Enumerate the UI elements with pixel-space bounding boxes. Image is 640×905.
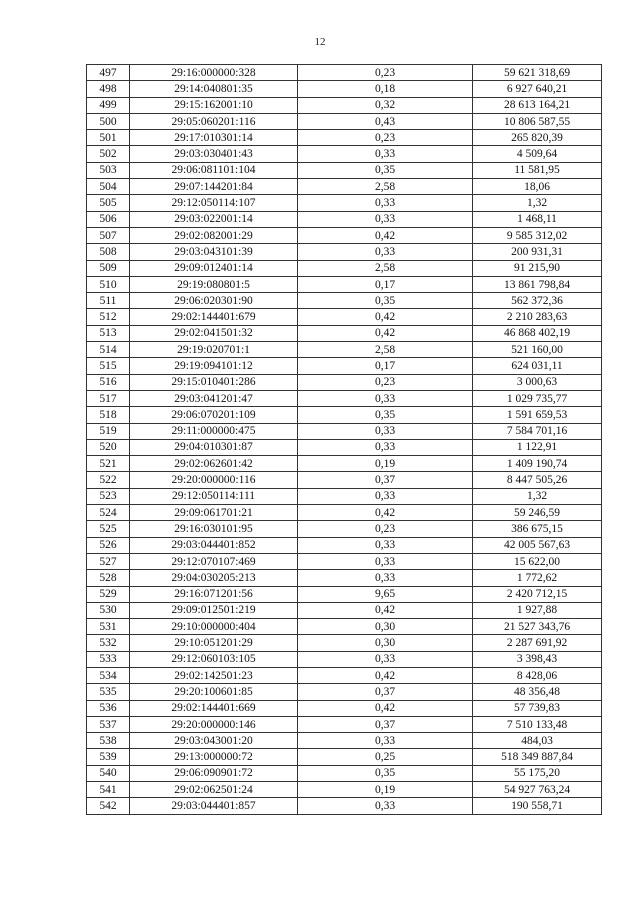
rate-cell: 0,42 bbox=[298, 602, 473, 618]
value-cell: 28 613 164,21 bbox=[473, 97, 602, 113]
cadastral-number-cell: 29:10:000000:404 bbox=[130, 619, 298, 635]
cadastral-number-cell: 29:16:071201:56 bbox=[130, 586, 298, 602]
value-cell: 1,32 bbox=[473, 488, 602, 504]
table-body bbox=[87, 65, 602, 815]
value-cell: 9 585 312,02 bbox=[473, 227, 602, 243]
table-row bbox=[87, 293, 602, 309]
cadastral-number-cell: 29:03:044401:857 bbox=[130, 798, 298, 814]
table-row bbox=[87, 260, 602, 276]
rate-cell: 0,33 bbox=[298, 423, 473, 439]
table-row bbox=[87, 586, 602, 602]
rate-cell: 0,18 bbox=[298, 81, 473, 97]
cadastral-number-cell: 29:03:041201:47 bbox=[130, 390, 298, 406]
cadastral-number-cell: 29:04:030205:213 bbox=[130, 570, 298, 586]
rate-cell: 0,37 bbox=[298, 684, 473, 700]
value-cell: 1 772,62 bbox=[473, 570, 602, 586]
row-number-cell: 540 bbox=[87, 765, 130, 781]
rate-cell: 0,33 bbox=[298, 439, 473, 455]
row-number-cell: 509 bbox=[87, 260, 130, 276]
value-cell: 2 210 283,63 bbox=[473, 309, 602, 325]
table-row bbox=[87, 211, 602, 227]
row-number-cell: 512 bbox=[87, 309, 130, 325]
cadastral-number-cell: 29:10:051201:29 bbox=[130, 635, 298, 651]
row-number-cell: 528 bbox=[87, 570, 130, 586]
row-number-cell: 522 bbox=[87, 472, 130, 488]
table-row bbox=[87, 423, 602, 439]
rate-cell: 0,42 bbox=[298, 700, 473, 716]
table-row bbox=[87, 146, 602, 162]
cadastral-number-cell: 29:13:000000:72 bbox=[130, 749, 298, 765]
value-cell: 59 621 318,69 bbox=[473, 65, 602, 81]
table-row bbox=[87, 439, 602, 455]
cadastral-number-cell: 29:19:080801:5 bbox=[130, 276, 298, 292]
table-row bbox=[87, 407, 602, 423]
rate-cell: 0,35 bbox=[298, 162, 473, 178]
row-number-cell: 541 bbox=[87, 782, 130, 798]
table-row bbox=[87, 390, 602, 406]
row-number-cell: 504 bbox=[87, 179, 130, 195]
value-cell: 7 584 701,16 bbox=[473, 423, 602, 439]
value-cell: 265 820,39 bbox=[473, 130, 602, 146]
table-row bbox=[87, 488, 602, 504]
row-number-cell: 529 bbox=[87, 586, 130, 602]
row-number-cell: 518 bbox=[87, 407, 130, 423]
cadastral-number-cell: 29:03:044401:852 bbox=[130, 537, 298, 553]
cadastral-number-cell: 29:02:082001:29 bbox=[130, 227, 298, 243]
rate-cell: 0,19 bbox=[298, 456, 473, 472]
table-row bbox=[87, 570, 602, 586]
table-row bbox=[87, 244, 602, 260]
table-row bbox=[87, 733, 602, 749]
table-row bbox=[87, 65, 602, 81]
rate-cell: 9,65 bbox=[298, 586, 473, 602]
value-cell: 8 428,06 bbox=[473, 667, 602, 683]
value-cell: 6 927 640,21 bbox=[473, 81, 602, 97]
rate-cell: 2,58 bbox=[298, 342, 473, 358]
row-number-cell: 531 bbox=[87, 619, 130, 635]
rate-cell: 0,33 bbox=[298, 211, 473, 227]
cadastral-number-cell: 29:19:020701:1 bbox=[130, 342, 298, 358]
row-number-cell: 501 bbox=[87, 130, 130, 146]
rate-cell: 0,33 bbox=[298, 195, 473, 211]
page-number: 12 bbox=[314, 36, 326, 48]
row-number-cell: 502 bbox=[87, 146, 130, 162]
cadastral-number-cell: 29:12:050114:111 bbox=[130, 488, 298, 504]
value-cell: 521 160,00 bbox=[473, 342, 602, 358]
row-number-cell: 520 bbox=[87, 439, 130, 455]
table-row bbox=[87, 309, 602, 325]
table-row bbox=[87, 195, 602, 211]
rate-cell: 0,19 bbox=[298, 782, 473, 798]
value-cell: 624 031,11 bbox=[473, 358, 602, 374]
cadastral-number-cell: 29:09:012501:219 bbox=[130, 602, 298, 618]
value-cell: 1 927,88 bbox=[473, 602, 602, 618]
table-row bbox=[87, 342, 602, 358]
value-cell: 1 591 659,53 bbox=[473, 407, 602, 423]
rate-cell: 2,58 bbox=[298, 179, 473, 195]
row-number-cell: 526 bbox=[87, 537, 130, 553]
row-number-cell: 505 bbox=[87, 195, 130, 211]
row-number-cell: 535 bbox=[87, 684, 130, 700]
row-number-cell: 497 bbox=[87, 65, 130, 81]
value-cell: 1,32 bbox=[473, 195, 602, 211]
cadastral-number-cell: 29:12:060103:105 bbox=[130, 651, 298, 667]
value-cell: 2 420 712,15 bbox=[473, 586, 602, 602]
table-row bbox=[87, 179, 602, 195]
value-cell: 3 398,43 bbox=[473, 651, 602, 667]
row-number-cell: 503 bbox=[87, 162, 130, 178]
value-cell: 15 622,00 bbox=[473, 553, 602, 569]
row-number-cell: 530 bbox=[87, 602, 130, 618]
rate-cell: 0,35 bbox=[298, 407, 473, 423]
row-number-cell: 539 bbox=[87, 749, 130, 765]
row-number-cell: 517 bbox=[87, 390, 130, 406]
rate-cell: 0,23 bbox=[298, 65, 473, 81]
table-row bbox=[87, 700, 602, 716]
table-row bbox=[87, 325, 602, 341]
row-number-cell: 507 bbox=[87, 227, 130, 243]
row-number-cell: 510 bbox=[87, 276, 130, 292]
cadastral-value-table bbox=[86, 64, 602, 815]
table-row bbox=[87, 130, 602, 146]
row-number-cell: 511 bbox=[87, 293, 130, 309]
cadastral-number-cell: 29:06:090901:72 bbox=[130, 765, 298, 781]
value-cell: 55 175,20 bbox=[473, 765, 602, 781]
value-cell: 42 005 567,63 bbox=[473, 537, 602, 553]
rate-cell: 0,33 bbox=[298, 798, 473, 814]
cadastral-number-cell: 29:09:061701:21 bbox=[130, 505, 298, 521]
cadastral-number-cell: 29:03:022001:14 bbox=[130, 211, 298, 227]
table-row bbox=[87, 635, 602, 651]
row-number-cell: 498 bbox=[87, 81, 130, 97]
table-row bbox=[87, 749, 602, 765]
row-number-cell: 537 bbox=[87, 716, 130, 732]
cadastral-number-cell: 29:02:144401:669 bbox=[130, 700, 298, 716]
cadastral-number-cell: 29:02:062501:24 bbox=[130, 782, 298, 798]
value-cell: 562 372,36 bbox=[473, 293, 602, 309]
table-row bbox=[87, 81, 602, 97]
table-row bbox=[87, 553, 602, 569]
table-row bbox=[87, 798, 602, 814]
table-row bbox=[87, 782, 602, 798]
rate-cell: 0,33 bbox=[298, 553, 473, 569]
value-cell: 518 349 887,84 bbox=[473, 749, 602, 765]
rate-cell: 0,33 bbox=[298, 570, 473, 586]
row-number-cell: 506 bbox=[87, 211, 130, 227]
table-row bbox=[87, 602, 602, 618]
rate-cell: 0,42 bbox=[298, 227, 473, 243]
cadastral-number-cell: 29:20:000000:116 bbox=[130, 472, 298, 488]
table-row bbox=[87, 162, 602, 178]
cadastral-number-cell: 29:09:012401:14 bbox=[130, 260, 298, 276]
cadastral-number-cell: 29:06:081101:104 bbox=[130, 162, 298, 178]
row-number-cell: 525 bbox=[87, 521, 130, 537]
value-cell: 57 739,83 bbox=[473, 700, 602, 716]
cadastral-number-cell: 29:06:070201:109 bbox=[130, 407, 298, 423]
value-cell: 1 122,91 bbox=[473, 439, 602, 455]
table-row bbox=[87, 537, 602, 553]
rate-cell: 0,33 bbox=[298, 733, 473, 749]
cadastral-number-cell: 29:03:030401:43 bbox=[130, 146, 298, 162]
rate-cell: 0,42 bbox=[298, 309, 473, 325]
row-number-cell: 514 bbox=[87, 342, 130, 358]
row-number-cell: 534 bbox=[87, 667, 130, 683]
row-number-cell: 521 bbox=[87, 456, 130, 472]
table-row bbox=[87, 684, 602, 700]
value-cell: 200 931,31 bbox=[473, 244, 602, 260]
value-cell: 4 509,64 bbox=[473, 146, 602, 162]
value-cell: 8 447 505,26 bbox=[473, 472, 602, 488]
rate-cell: 0,30 bbox=[298, 635, 473, 651]
row-number-cell: 542 bbox=[87, 798, 130, 814]
cadastral-number-cell: 29:14:040801:35 bbox=[130, 81, 298, 97]
rate-cell: 2,58 bbox=[298, 260, 473, 276]
rate-cell: 0,23 bbox=[298, 130, 473, 146]
row-number-cell: 515 bbox=[87, 358, 130, 374]
row-number-cell: 500 bbox=[87, 113, 130, 129]
row-number-cell: 524 bbox=[87, 505, 130, 521]
table-row bbox=[87, 765, 602, 781]
value-cell: 386 675,15 bbox=[473, 521, 602, 537]
rate-cell: 0,33 bbox=[298, 537, 473, 553]
rate-cell: 0,42 bbox=[298, 667, 473, 683]
rate-cell: 0,25 bbox=[298, 749, 473, 765]
cadastral-number-cell: 29:20:000000:146 bbox=[130, 716, 298, 732]
row-number-cell: 523 bbox=[87, 488, 130, 504]
value-cell: 18,06 bbox=[473, 179, 602, 195]
cadastral-number-cell: 29:12:050114:107 bbox=[130, 195, 298, 211]
value-cell: 46 868 402,19 bbox=[473, 325, 602, 341]
row-number-cell: 533 bbox=[87, 651, 130, 667]
value-cell: 484,03 bbox=[473, 733, 602, 749]
rate-cell: 0,30 bbox=[298, 619, 473, 635]
row-number-cell: 519 bbox=[87, 423, 130, 439]
table-row bbox=[87, 505, 602, 521]
value-cell: 48 356,48 bbox=[473, 684, 602, 700]
rate-cell: 0,42 bbox=[298, 325, 473, 341]
value-cell: 11 581,95 bbox=[473, 162, 602, 178]
rate-cell: 0,43 bbox=[298, 113, 473, 129]
cadastral-number-cell: 29:15:010401:286 bbox=[130, 374, 298, 390]
value-cell: 2 287 691,92 bbox=[473, 635, 602, 651]
row-number-cell: 538 bbox=[87, 733, 130, 749]
rate-cell: 0,37 bbox=[298, 472, 473, 488]
table-row bbox=[87, 358, 602, 374]
rate-cell: 0,33 bbox=[298, 390, 473, 406]
table-row bbox=[87, 374, 602, 390]
value-cell: 54 927 763,24 bbox=[473, 782, 602, 798]
value-cell: 1 468,11 bbox=[473, 211, 602, 227]
value-cell: 1 409 190,74 bbox=[473, 456, 602, 472]
rate-cell: 0,42 bbox=[298, 505, 473, 521]
row-number-cell: 516 bbox=[87, 374, 130, 390]
value-cell: 10 806 587,55 bbox=[473, 113, 602, 129]
cadastral-number-cell: 29:17:010301:14 bbox=[130, 130, 298, 146]
row-number-cell: 499 bbox=[87, 97, 130, 113]
rate-cell: 0,35 bbox=[298, 293, 473, 309]
row-number-cell: 536 bbox=[87, 700, 130, 716]
table-row bbox=[87, 97, 602, 113]
cadastral-number-cell: 29:20:100601:85 bbox=[130, 684, 298, 700]
table-row bbox=[87, 113, 602, 129]
table-row bbox=[87, 716, 602, 732]
rate-cell: 0,37 bbox=[298, 716, 473, 732]
cadastral-number-cell: 29:19:094101:12 bbox=[130, 358, 298, 374]
rate-cell: 0,32 bbox=[298, 97, 473, 113]
table-row bbox=[87, 651, 602, 667]
rate-cell: 0,33 bbox=[298, 244, 473, 260]
rate-cell: 0,33 bbox=[298, 146, 473, 162]
table-row bbox=[87, 619, 602, 635]
cadastral-number-cell: 29:16:000000:328 bbox=[130, 65, 298, 81]
row-number-cell: 532 bbox=[87, 635, 130, 651]
table-row bbox=[87, 276, 602, 292]
cadastral-number-cell: 29:12:070107:469 bbox=[130, 553, 298, 569]
rate-cell: 0,23 bbox=[298, 374, 473, 390]
cadastral-number-cell: 29:02:142501:23 bbox=[130, 667, 298, 683]
row-number-cell: 527 bbox=[87, 553, 130, 569]
rate-cell: 0,33 bbox=[298, 651, 473, 667]
value-cell: 190 558,71 bbox=[473, 798, 602, 814]
row-number-cell: 508 bbox=[87, 244, 130, 260]
cadastral-number-cell: 29:03:043001:20 bbox=[130, 733, 298, 749]
value-cell: 1 029 735,77 bbox=[473, 390, 602, 406]
table-row bbox=[87, 667, 602, 683]
table-row bbox=[87, 227, 602, 243]
table-row bbox=[87, 456, 602, 472]
cadastral-number-cell: 29:04:010301:87 bbox=[130, 439, 298, 455]
cadastral-number-cell: 29:15:162001:10 bbox=[130, 97, 298, 113]
row-number-cell: 513 bbox=[87, 325, 130, 341]
value-cell: 3 000,63 bbox=[473, 374, 602, 390]
cadastral-number-cell: 29:02:062601:42 bbox=[130, 456, 298, 472]
cadastral-number-cell: 29:11:000000:475 bbox=[130, 423, 298, 439]
value-cell: 59 246,59 bbox=[473, 505, 602, 521]
value-cell: 7 510 133,48 bbox=[473, 716, 602, 732]
value-cell: 21 527 343,76 bbox=[473, 619, 602, 635]
value-cell: 91 215,90 bbox=[473, 260, 602, 276]
table-row bbox=[87, 521, 602, 537]
cadastral-number-cell: 29:02:041501:32 bbox=[130, 325, 298, 341]
cadastral-number-cell: 29:03:043101:39 bbox=[130, 244, 298, 260]
rate-cell: 0,17 bbox=[298, 276, 473, 292]
rate-cell: 0,35 bbox=[298, 765, 473, 781]
rate-cell: 0,23 bbox=[298, 521, 473, 537]
cadastral-number-cell: 29:02:144401:679 bbox=[130, 309, 298, 325]
table-row bbox=[87, 472, 602, 488]
value-cell: 13 861 798,84 bbox=[473, 276, 602, 292]
rate-cell: 0,33 bbox=[298, 488, 473, 504]
cadastral-number-cell: 29:05:060201:116 bbox=[130, 113, 298, 129]
cadastral-number-cell: 29:06:020301:90 bbox=[130, 293, 298, 309]
rate-cell: 0,17 bbox=[298, 358, 473, 374]
cadastral-number-cell: 29:07:144201:84 bbox=[130, 179, 298, 195]
cadastral-number-cell: 29:16:030101:95 bbox=[130, 521, 298, 537]
